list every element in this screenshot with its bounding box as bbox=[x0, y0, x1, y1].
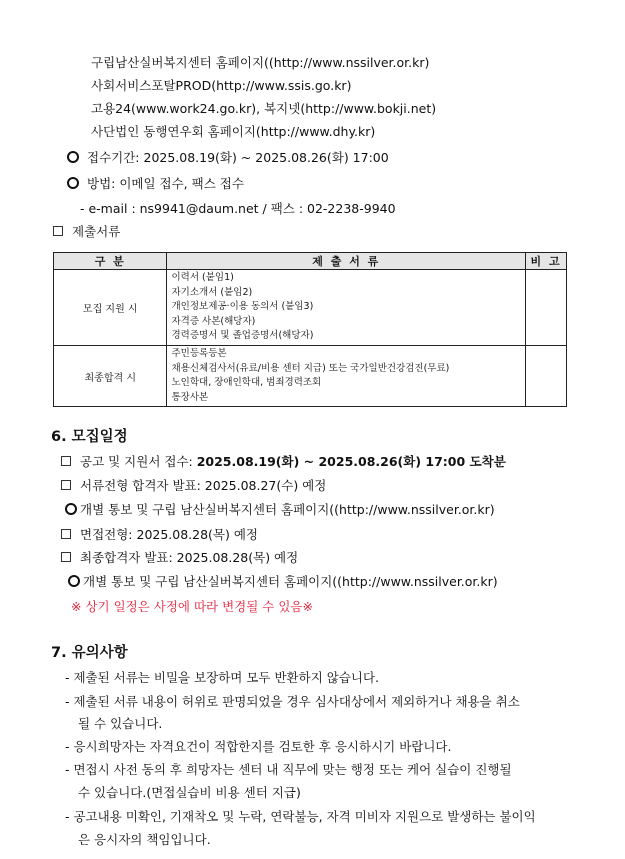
doc-item: 경력증명서 및 졸업증명서(해당자) bbox=[171, 330, 314, 342]
site-line: 사단법인 동행연우회 홈페이지(http://www.dhy.kr) bbox=[91, 124, 376, 139]
schedule-final-result-note: 개별 통보 및 구립 남산실버복지센터 홈페이지((http://www.nssilver.or.kr) bbox=[68, 574, 498, 590]
notes-heading: 7. 유의사항 bbox=[51, 645, 128, 661]
doc-item: 통장사본 bbox=[171, 391, 209, 403]
header-documents: 제 출 서 류 bbox=[167, 253, 526, 270]
header-note: 비 고 bbox=[526, 253, 567, 270]
doc-item: 자격증 사본(해당자) bbox=[171, 315, 256, 327]
row-note bbox=[526, 270, 567, 346]
note-line: - 제출된 서류 내용이 허위로 판명되었을 경우 심사대상에서 제외하거나 채용을 취소 bbox=[65, 694, 520, 709]
doc-item: 이력서 (붙임1) bbox=[171, 272, 234, 283]
row-note bbox=[526, 345, 567, 406]
square-bullet-icon bbox=[61, 552, 71, 562]
row-category: 모집 지원 시 bbox=[54, 270, 167, 346]
row-items bbox=[167, 345, 526, 406]
circle-bullet-icon bbox=[67, 177, 79, 189]
square-bullet-icon bbox=[53, 226, 63, 236]
note-line: 될 수 있습니다. bbox=[78, 716, 163, 731]
row-items bbox=[167, 270, 526, 346]
doc-item: 자기소개서 (붙임2) bbox=[171, 286, 253, 298]
note-line: - 공고내용 미확인, 기재착오 및 누락, 연락불능, 자격 미비자 지원으로 발생하는 불이익 bbox=[65, 809, 536, 824]
schedule-heading: 6. 모집일정 bbox=[51, 429, 128, 445]
schedule-doc-result: 서류전형 합격자 발표: 2025.08.27(수) 예정 bbox=[61, 478, 326, 494]
square-bullet-icon bbox=[61, 456, 71, 466]
schedule-interview: 면접전형: 2025.08.28(목) 예정 bbox=[61, 527, 258, 543]
site-line: 사회서비스포탈PROD(http://www.ssis.go.kr) bbox=[91, 78, 352, 93]
table-header-row bbox=[54, 253, 567, 270]
schedule-warning: ※ 상기 일정은 사정에 따라 변경될 수 있음※ bbox=[71, 599, 313, 614]
documents-table bbox=[53, 252, 567, 407]
site-line: 고용24(www.work24.go.kr), 복지넷(http://www.bokji.net) bbox=[91, 101, 437, 116]
doc-item: 개인정보제공·이용 동의서 (붙임3) bbox=[171, 301, 314, 313]
circle-bullet-icon bbox=[68, 575, 80, 587]
documents-title: 제출서류 bbox=[53, 224, 120, 240]
schedule-doc-result-note: 개별 통보 및 구립 남산실버복지센터 홈페이지((http://www.nssilver.or.kr) bbox=[65, 502, 495, 518]
site-line: 구립남산실버복지센터 홈페이지((http://www.nssilver.or.kr) bbox=[91, 55, 430, 70]
note-line: - 면접시 사전 동의 후 희망자는 센터 내 직무에 맞는 행정 또는 케어 실습이 진행될 bbox=[65, 762, 512, 777]
circle-bullet-icon bbox=[65, 503, 77, 515]
schedule-final-result: 최종합격자 발표: 2025.08.28(목) 예정 bbox=[61, 550, 298, 566]
note-line: - 제출된 서류는 비밀을 보장하며 모두 반환하지 않습니다. bbox=[65, 670, 380, 685]
note-line: 은 응시자의 책임입니다. bbox=[78, 832, 211, 847]
application-period: 접수기간: 2025.08.19(화) ~ 2025.08.26(화) 17:00 bbox=[67, 150, 389, 166]
application-contact: - e-mail : ns9941@daum.net / 팩스 : 02-2238-9940 bbox=[80, 201, 396, 216]
row-category: 최종합격 시 bbox=[54, 345, 167, 406]
application-method: 방법: 이메일 접수, 팩스 접수 bbox=[67, 176, 244, 192]
doc-item: 노인학대, 장애인학대, 범죄경력조회 bbox=[171, 377, 322, 389]
square-bullet-icon bbox=[61, 480, 71, 490]
table-row bbox=[54, 270, 567, 346]
schedule-notice: 공고 및 지원서 접수: 2025.08.19(화) ~ 2025.08.26(화) 17:00 도착분 bbox=[61, 454, 506, 470]
header-category: 구 분 bbox=[54, 253, 167, 270]
note-line: - 응시희망자는 자격요건이 적합한지를 검토한 후 응시하시기 바랍니다. bbox=[65, 739, 452, 754]
square-bullet-icon bbox=[61, 529, 71, 539]
table-row bbox=[54, 345, 567, 406]
note-line: 수 있습니다.(면접실습비 비용 센터 지급) bbox=[78, 785, 301, 800]
circle-bullet-icon bbox=[67, 151, 79, 163]
doc-item: 채용신체검사서(유료/비용 센터 지급) 또는 국가일반건강검진(무료) bbox=[171, 362, 450, 374]
doc-item: 주민등록등본 bbox=[171, 347, 227, 359]
